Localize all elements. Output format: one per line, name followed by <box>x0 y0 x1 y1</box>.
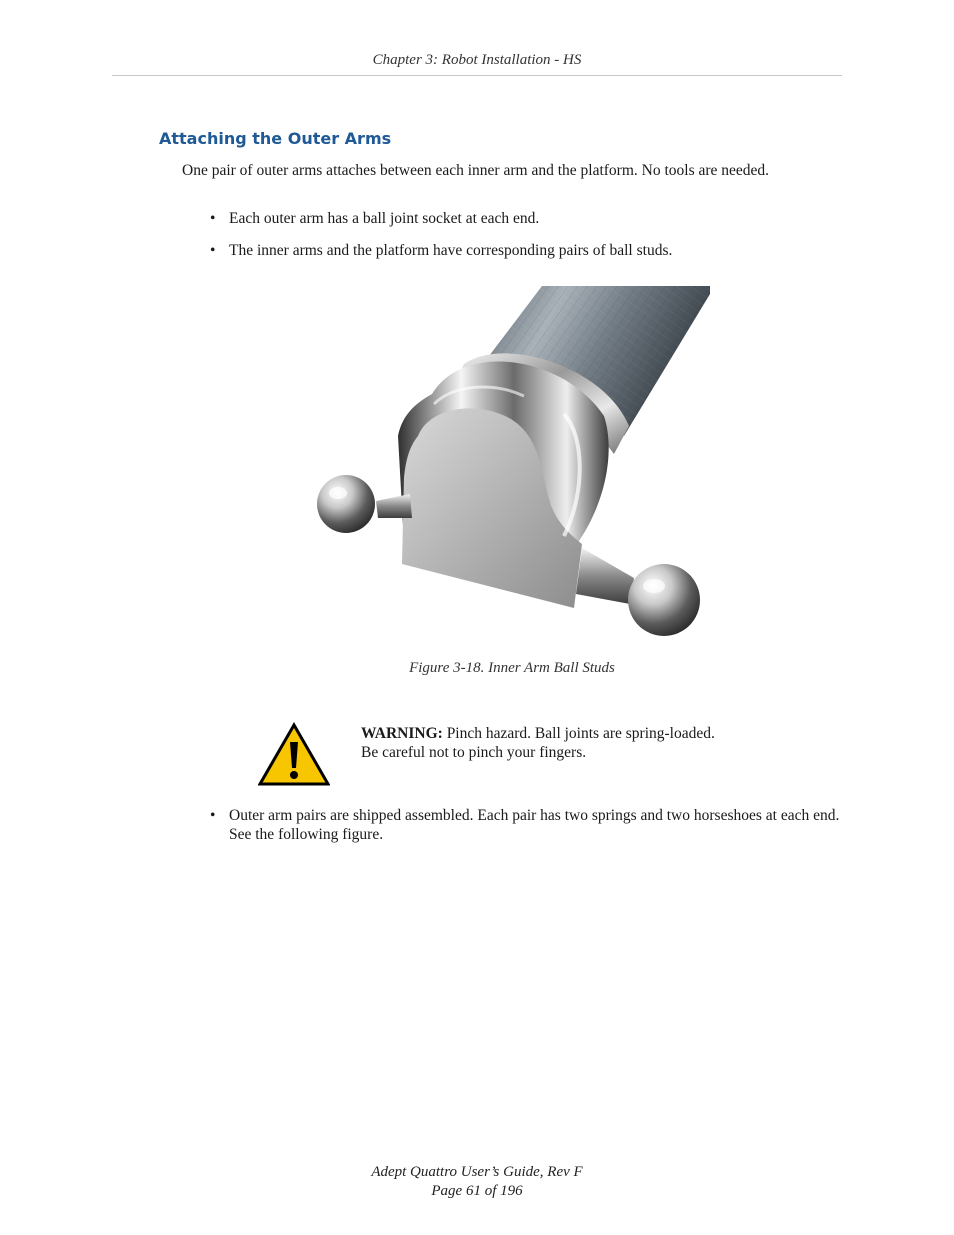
bullet-item <box>210 806 840 844</box>
intro-paragraph: One pair of outer arms attaches between each inner arm and the platform. No tools are needed. <box>182 162 770 179</box>
running-header: Chapter 3: Robot Installation - HS <box>372 52 582 68</box>
warning-text <box>361 724 781 762</box>
warning-triangle-icon <box>258 722 330 786</box>
inner-arm-ball-studs-image <box>314 286 710 642</box>
bullet-dot: • <box>210 242 216 259</box>
page-footer <box>0 1163 954 1201</box>
bullet-text: The inner arms and the platform have corresponding pairs of ball studs. <box>229 242 673 259</box>
bullet-dot: • <box>210 807 216 824</box>
bullet-item <box>210 241 810 260</box>
warning-line-2: Be careful not to pinch your fingers. <box>361 744 587 761</box>
bullet-item <box>210 209 810 228</box>
warning-label: WARNING: <box>361 725 443 742</box>
footer-page-number: Page 61 of 196 <box>431 1183 523 1199</box>
section-title: Attaching the Outer Arms <box>159 129 392 148</box>
bullet-dot: • <box>210 210 216 227</box>
bullet-text: Outer arm pairs are shipped assembled. Each pair has two springs and two horseshoes at each end. See the following figure. <box>229 807 840 843</box>
warning-line-1: Pinch hazard. Ball joints are spring-loaded. <box>446 725 715 742</box>
bullet-text: Each outer arm has a ball joint socket at each end. <box>229 210 540 227</box>
footer-guide-title: Adept Quattro User’s Guide, Rev F <box>371 1164 583 1180</box>
header-divider <box>112 75 842 76</box>
figure-caption: Figure 3-18. Inner Arm Ball Studs <box>409 660 615 676</box>
